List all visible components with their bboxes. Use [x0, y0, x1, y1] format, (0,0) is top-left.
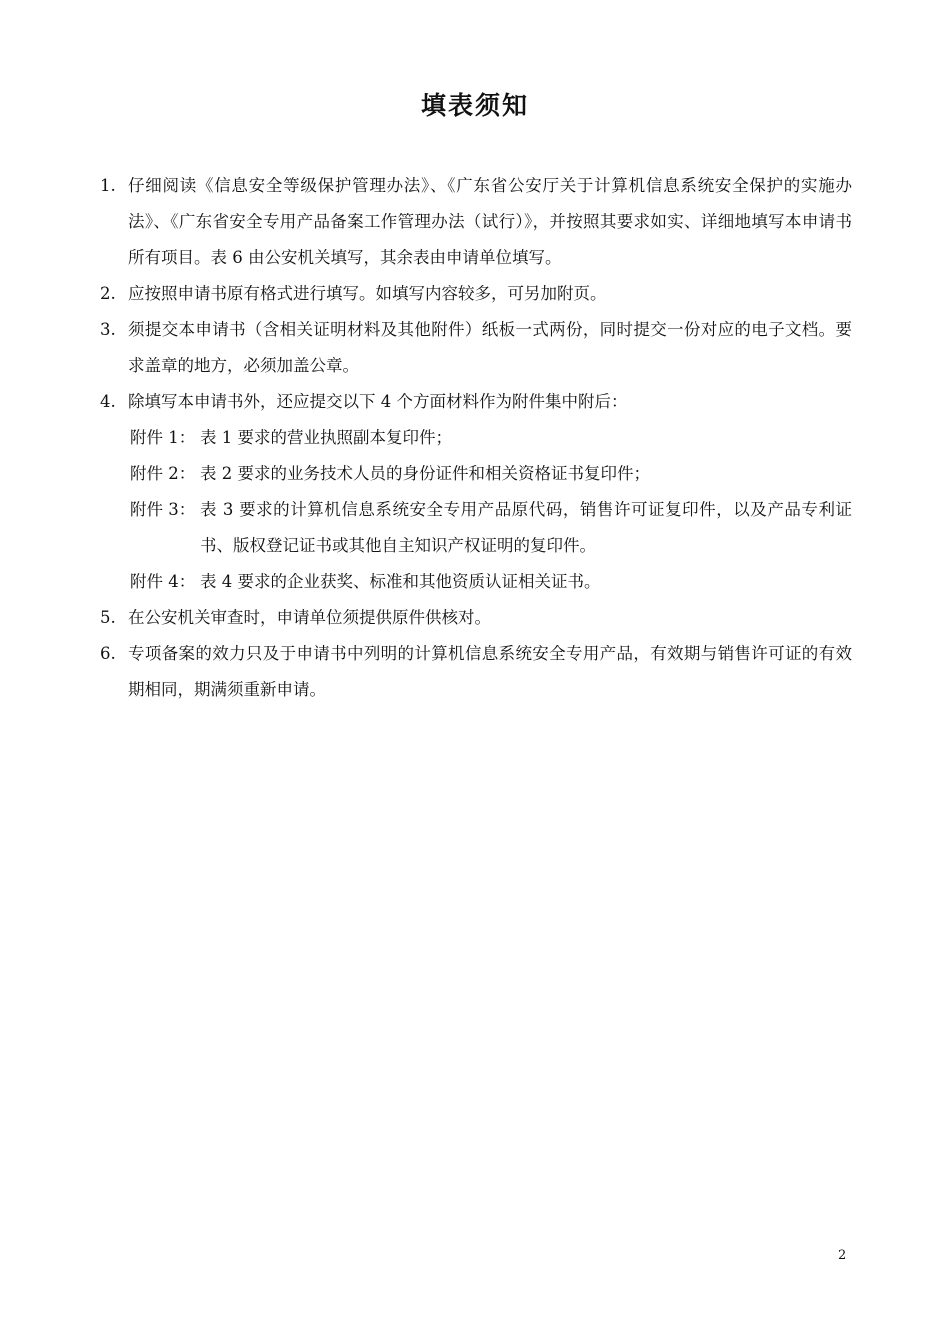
item-text: 除填写本申请书外，还应提交以下 4 个方面材料作为附件集中附后：	[128, 392, 628, 411]
attachment-label: 附件 4：	[130, 572, 196, 591]
attachment-item	[130, 420, 852, 456]
item-text: 仔细阅读《信息安全等级保护管理办法》、《广东省公安厅关于计算机信息系统安全保护的实施办法》、《广东省安全专用产品备案工作管理办法（试行）》，并按照其要求如实、详细地填写本申请书所有项目。表 6 由公安机关填写，其余表由申请单位填写。	[128, 176, 852, 267]
item-number: 4.	[100, 392, 116, 411]
attachment-text: 表 4 要求的企业获奖、标准和其他资质认证相关证书。	[200, 572, 601, 591]
list-item	[100, 312, 852, 384]
item-text: 在公安机关审查时，申请单位须提供原件供核对。	[128, 608, 491, 627]
attachment-text: 表 3 要求的计算机信息系统安全专用产品原代码，销售许可证复印件，以及产品专利证书、版权登记证书或其他自主知识产权证明的复印件。	[200, 500, 852, 555]
page-number: 2	[838, 1248, 847, 1263]
item-text: 须提交本申请书（含相关证明材料及其他附件）纸板一式两份，同时提交一份对应的电子文档。要求盖章的地方，必须加盖公章。	[128, 320, 852, 375]
item-text: 应按照申请书原有格式进行填写。如填写内容较多，可另加附页。	[128, 284, 607, 303]
page-title: 填表须知	[420, 91, 529, 120]
attachment-text: 表 1 要求的营业执照副本复印件；	[200, 428, 452, 447]
item-number: 2.	[100, 284, 116, 303]
list-item	[100, 600, 852, 636]
attachment-label: 附件 3：	[130, 500, 196, 519]
instructions-list	[100, 168, 852, 708]
item-number: 3.	[100, 320, 116, 339]
attachment-label: 附件 1：	[130, 428, 196, 447]
attachment-item	[130, 492, 852, 564]
item-number: 1.	[100, 176, 116, 195]
list-item	[100, 636, 852, 708]
list-item	[100, 168, 852, 276]
attachment-text: 表 2 要求的业务技术人员的身份证件和相关资格证书复印件；	[200, 464, 650, 483]
list-item	[100, 276, 852, 312]
attachment-label: 附件 2：	[130, 464, 196, 483]
attachment-item	[130, 564, 852, 600]
attachment-item	[130, 456, 852, 492]
list-item	[100, 384, 852, 600]
item-number: 6.	[100, 644, 116, 663]
item-text: 专项备案的效力只及于申请书中列明的计算机信息系统安全专用产品，有效期与销售许可证的有效期相同，期满须重新申请。	[128, 644, 852, 699]
item-number: 5.	[100, 608, 116, 627]
